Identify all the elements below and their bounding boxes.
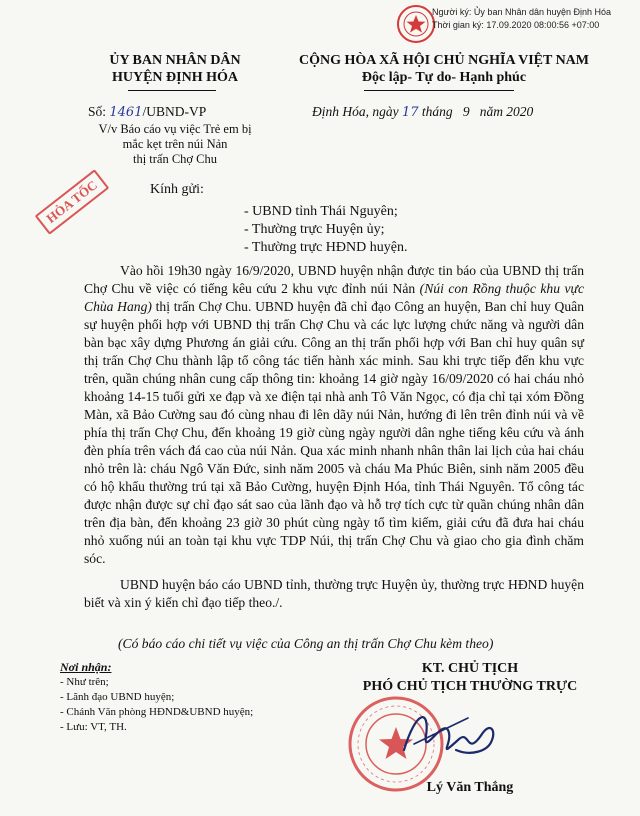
distribution-item: - Chánh Văn phòng HĐND&UBND huyện;: [60, 706, 254, 718]
greeting: Kính gửi:: [150, 182, 204, 197]
sign-time-text: Thời gian ký: 17.09.2020 08:00:56 +07:00: [432, 20, 600, 30]
digital-signature-box: [392, 0, 640, 52]
date-month-label: tháng: [421, 104, 453, 119]
issuer-header: [60, 52, 290, 86]
recipient-item: - Thường trực Huyện ủy;: [244, 222, 385, 237]
date-day-handwritten: 17: [402, 105, 419, 120]
attachment-note: (Có báo cáo chi tiết vụ việc của Công an thị trấn Chợ Chu kèm theo): [118, 636, 494, 651]
issuer-underline: [128, 90, 216, 91]
signer-text: Người ký: Ủy ban Nhân dân huyện Định Hóa: [432, 7, 612, 17]
emblem-icon: [396, 4, 436, 44]
distribution-item: - Như trên;: [60, 676, 109, 688]
subject-line-2: mắc kẹt trên núi Nản: [122, 137, 228, 151]
subject-line-1: V/v Báo cáo vụ việc Trẻ em bị: [98, 122, 252, 136]
handwritten-signature-icon: [396, 700, 506, 770]
distribution-title: Nơi nhận:: [60, 660, 112, 674]
distribution-item: - Lãnh đạo UBND huyện;: [60, 691, 175, 703]
body-paragraph-1: [84, 262, 584, 568]
body-paragraph-2: UBND huyện báo cáo UBND tỉnh, thường trực Huyện ủy, thường trực HĐND huyện biết và xin ý kiến chỉ đạo tiếp theo./.: [84, 577, 584, 610]
distribution-item: - Lưu: VT, TH.: [60, 721, 127, 733]
document-body: [84, 262, 584, 612]
recipient-item: - Thường trực HĐND huyện.: [244, 240, 408, 255]
doc-number-suffix: /UBND-VP: [142, 104, 207, 119]
place-date: [312, 104, 533, 120]
document-number: [88, 104, 206, 120]
national-header: [258, 52, 630, 86]
motto-underline: [364, 90, 514, 91]
distribution-list: [60, 660, 320, 735]
date-month: 9: [462, 104, 470, 119]
date-year: năm 2020: [479, 104, 534, 119]
body-text: thị trấn Chợ Chu. UBND huyện đã chỉ đạo Công an huyện, Ban chỉ huy Quân sự huyện phối hợp với UBND thị trấn Chợ Chu và các lực lượng chức năng và người dân bàn bạc xây dựng Phương án giải cứu. Công an thị trấn phối hợp với Ban chỉ huy quân sự thị trấn Chợ Chu thành lập tổ công tác tiến hành xác minh. Sau khi trực tiếp đến khu vực trên, quần chúng nhân cung cấp thông tin: khoảng 14 giờ ngày 16/09/2020 có hai cháu nhỏ khoảng 14-15 tuổi gửi xe đạp và xe điện tại nhà anh Tô Văn Ngọc, có địa chỉ tại xóm Đồng Màn, xã Bảo Cường sau đó cùng nhau đi lên dãy núi Nản, hướng đi lên trên đỉnh núi và về phía thị trấn Chợ Chu, đến khoảng 19 giờ cùng ngày người dân nghe tiếng kêu cứu và ánh đèn phía trên vách đá cao của núi Nản. Qua xác minh nhanh nhân thân lai lịch của hai cháu nhỏ trên là: cháu Ngô Văn Đức, sinh năm 2005 và cháu Ma Phúc Biên, sinh năm 2005 đều có hộ khẩu thường trú tại xã Bảo Cường, huyện Định Hóa, tỉnh Thái Nguyên. Tổ công tác được nhận được sự chỉ đạo sát sao của lãnh đạo và hỗ trợ tích cực từ quần chúng nhân dân trên địa bàn, đến khoảng 23 giờ 30 phút cùng ngày tổ tìm kiếm, giải cứu đã đưa hai cháu nhỏ xuống núi an toàn tại khu vực TDP Núi, thị trấn Chợ Chu và giao cho gia đình chăm sóc.: [84, 299, 585, 566]
signer-name: Lý Văn Thắng: [426, 780, 514, 795]
signing-line-2: PHÓ CHỦ TỊCH THƯỜNG TRỰC: [362, 679, 578, 694]
issuer-line-2: HUYỆN ĐỊNH HÓA: [111, 70, 238, 85]
national-title: CỘNG HÒA XÃ HỘI CHỦ NGHĨA VIỆT NAM: [298, 53, 589, 68]
date-prefix: Định Hóa, ngày: [312, 104, 399, 119]
body-italic-text: (Núi con Rồng thuộc khu vực Chùa Hang): [84, 281, 584, 314]
recipient-item: - UBND tỉnh Thái Nguyên;: [244, 204, 398, 219]
urgent-stamp: HỎA TỐC: [35, 169, 110, 235]
subject-block: [60, 122, 290, 167]
doc-number-handwritten: 1461: [109, 105, 143, 120]
issuer-line-1: ỦY BAN NHÂN DÂN: [109, 53, 241, 68]
signing-line-1: KT. CHỦ TỊCH: [421, 661, 519, 676]
signature-info: [432, 6, 638, 32]
subject-line-3: thị trấn Chợ Chu: [132, 152, 218, 166]
doc-number-prefix: Số:: [88, 104, 107, 119]
national-motto: Độc lập- Tự do- Hạnh phúc: [361, 70, 527, 85]
body-text: Vào hồi 19h30 ngày 16/9/2020, UBND huyện nhận được tin báo của UBND thị trấn Chợ Chu về việc có tiếng kêu cứu 2 khu vực đỉnh núi Nản: [84, 263, 584, 296]
signing-titles: [320, 660, 620, 696]
